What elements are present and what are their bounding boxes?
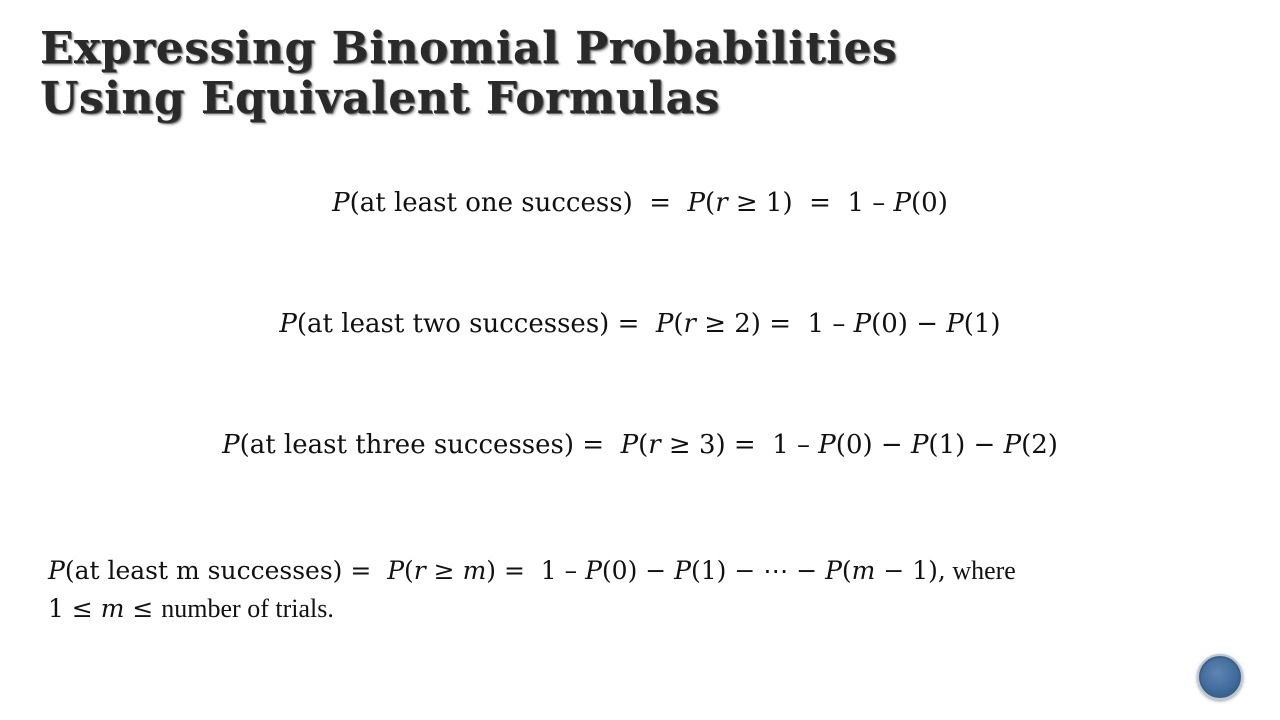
formula-text: 𝑃(at least three successes) = 𝑃(𝑟 ≥ 3) = 1 – 𝑃(0) − 𝑃(1) − 𝑃(2) xyxy=(222,430,1058,460)
general-trials-text: number of trials. xyxy=(161,594,334,623)
general-math: 𝑃(at least m successes) = 𝑃(𝑟 ≥ 𝑚) = 1 – 𝑃(0) − 𝑃(1) − ⋯ − 𝑃(𝑚 − 1), xyxy=(48,556,946,585)
title-line-2: Using Equivalent Formulas xyxy=(40,73,720,124)
formula-general-m xyxy=(48,552,1218,628)
slide-nav-circle-icon[interactable] xyxy=(1197,654,1243,700)
formula-at-least-one xyxy=(0,186,1280,220)
general-condition: 1 ≤ 𝑚 ≤ xyxy=(48,594,162,623)
formula-text: 𝑃(at least two successes) = 𝑃(𝑟 ≥ 2) = 1 – 𝑃(0) − 𝑃(1) xyxy=(279,309,1001,339)
title-line-1: Expressing Binomial Probabilities xyxy=(40,23,898,74)
formula-text: 𝑃(at least one success) = 𝑃(𝑟 ≥ 1) = 1 – 𝑃(0) xyxy=(332,188,948,218)
general-line-1 xyxy=(48,552,1218,590)
general-where: where xyxy=(945,556,1016,585)
slide-title xyxy=(40,24,1040,124)
formula-at-least-two xyxy=(0,307,1280,341)
formula-at-least-three xyxy=(0,428,1280,462)
general-line-2 xyxy=(48,590,1218,628)
